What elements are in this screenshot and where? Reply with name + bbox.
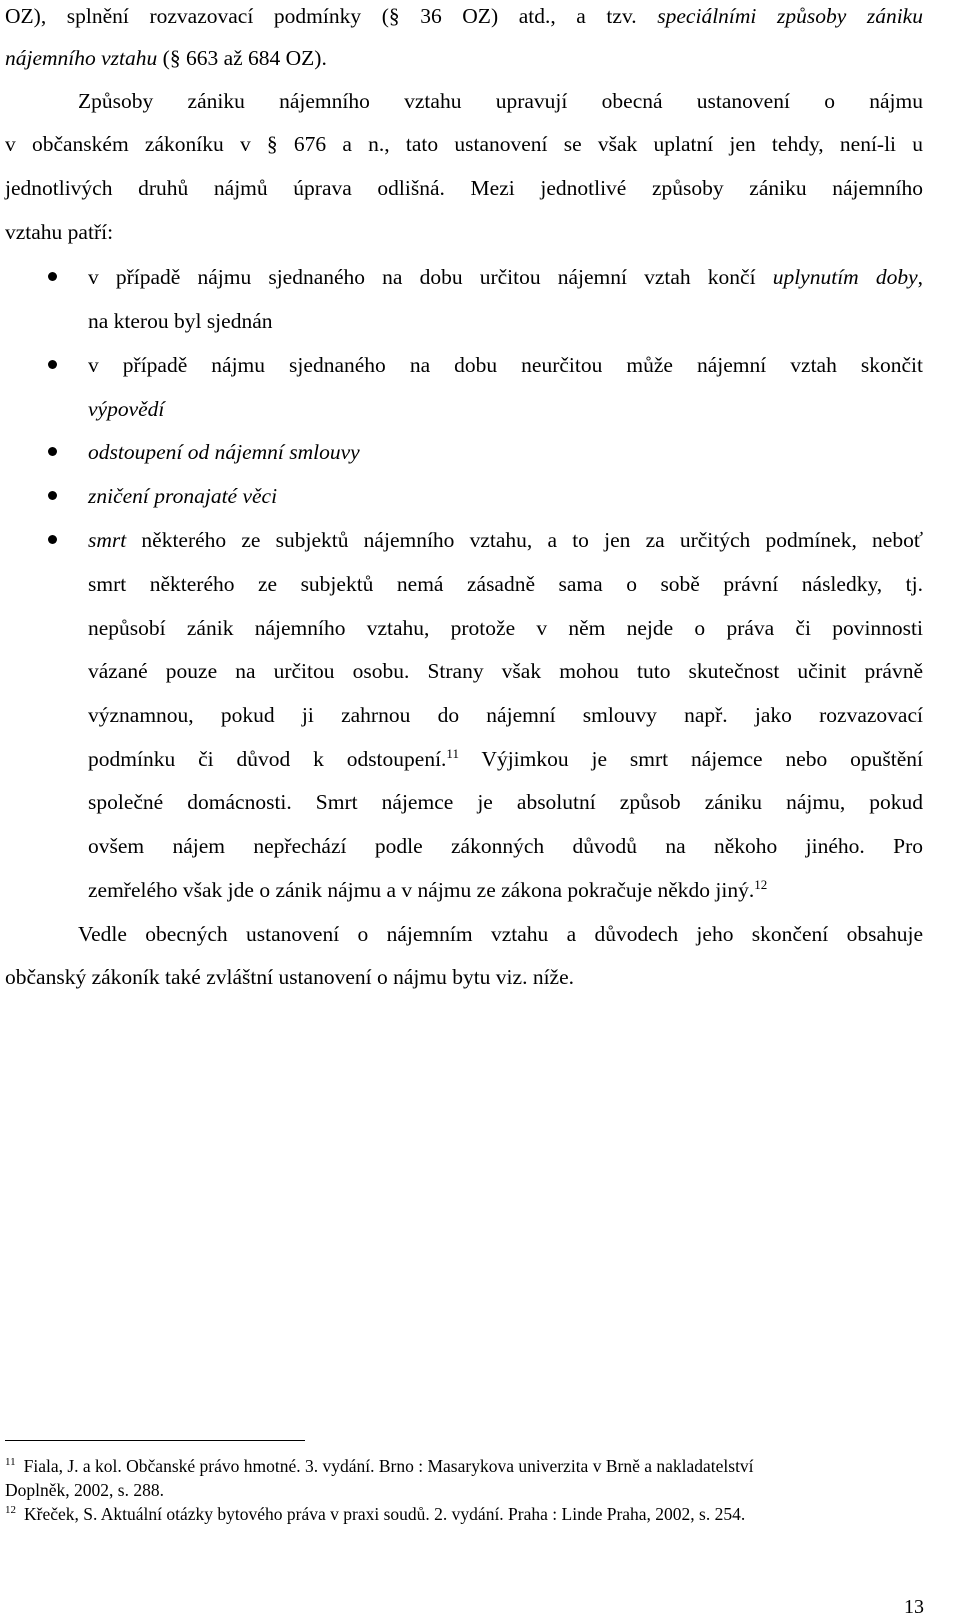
list-item-line	[88, 482, 923, 510]
list-item-line	[88, 876, 923, 904]
footnote	[5, 1455, 923, 1477]
text-span: ,	[917, 265, 923, 289]
italic-term: uplynutím doby	[772, 265, 918, 289]
text-span: podmínku či důvod k odstoupení.	[88, 747, 447, 771]
footnote-ref[interactable]: 12	[754, 876, 768, 892]
footnote	[5, 1503, 923, 1525]
body-line	[5, 2, 923, 30]
footnote-number: 11	[5, 1456, 16, 1469]
list-item-line: v případě nájmu sjednaného na dobu neurčitou může nájemní vztah skončit	[88, 353, 923, 377]
footnote-separator	[5, 1440, 305, 1441]
text-span: v případě nájmu sjednaného na dobu určitou nájemní vztah končí	[88, 265, 773, 289]
text-span: OZ), splnění rozvazovací podmínky (§ 36 OZ) atd., a tzv.	[5, 4, 658, 28]
list-item-line	[88, 395, 923, 423]
body-line: jednotlivých druhů nájmů úprava odlišná. Mezi jednotlivé způsoby zániku nájemního	[5, 176, 923, 200]
italic-term: výpovědí	[88, 397, 165, 421]
italic-term: nájemního vztahu	[5, 46, 158, 70]
text-span: Výjimkou je smrt nájemce nebo opuštění	[458, 747, 923, 771]
footnote-text: Fiala, J. a kol. Občanské právo hmotné. 3. vydání. Brno : Masarykova univerzita v Brně a nakladatelství	[23, 1456, 754, 1476]
list-item-line: společné domácnosti. Smrt nájemce je absolutní způsob zániku nájmu, pokud	[88, 790, 923, 814]
list-item-line	[88, 438, 923, 466]
bullet-dot	[48, 491, 57, 500]
bullet-dot	[48, 272, 57, 281]
body-line: v občanském zákoníku v § 676 a n., tato ustanovení se však uplatní jen tehdy, není-li u	[5, 132, 923, 156]
bullet-dot	[48, 535, 57, 544]
footnote-ref[interactable]: 11	[446, 745, 459, 761]
italic-term: zničení pronajaté věci	[88, 484, 278, 508]
footnote-text: Křeček, S. Aktuální otázky bytového práva v praxi soudů. 2. vydání. Praha : Linde Praha, 2002, s. 254.	[24, 1504, 746, 1524]
body-line: Vedle obecných ustanovení o nájemním vztahu a důvodech jeho skončení obsahuje	[78, 922, 923, 946]
list-item-line: smrt některého ze subjektů nemá zásadně sama o sobě právní následky, tj.	[88, 572, 923, 596]
footnote-number: 12	[5, 1504, 16, 1517]
footnote-continuation: Doplněk, 2002, s. 288.	[5, 1480, 164, 1500]
text-span: (§ 663 až 684 OZ).	[157, 46, 327, 70]
list-item-line	[88, 526, 923, 554]
page-number: 13	[904, 1596, 924, 1618]
italic-term: speciálními způsoby zániku	[657, 4, 923, 28]
body-line: Způsoby zániku nájemního vztahu upravují obecná ustanovení o nájmu	[78, 89, 923, 113]
list-item-line: na kterou byl sjednán	[88, 309, 273, 333]
text-span: zemřelého však jde o zánik nájmu a v nájmu ze zákona pokračuje někdo jiný.	[88, 878, 755, 902]
list-item-line: významnou, pokud ji zahrnou do nájemní smlouvy např. jako rozvazovací	[88, 703, 923, 727]
body-line: vztahu patří:	[5, 220, 114, 244]
text-span: některého ze subjektů nájemního vztahu, a to jen za určitých podmínek, neboť	[126, 528, 923, 552]
body-line	[5, 44, 923, 72]
bullet-dot	[48, 360, 57, 369]
list-item-line: nepůsobí zánik nájemního vztahu, protože v něm nejde o práva či povinnosti	[88, 616, 923, 640]
list-item-line: vázané pouze na určitou osobu. Strany však mohou tuto skutečnost učinit právně	[88, 659, 923, 683]
list-item-line	[88, 263, 923, 291]
bullet-dot	[48, 447, 57, 456]
list-item-line	[88, 745, 923, 773]
list-item-line: ovšem nájem nepřechází podle zákonných důvodů na někoho jiného. Pro	[88, 834, 923, 858]
body-line: občanský zákoník také zvláštní ustanovení o nájmu bytu viz. níže.	[5, 965, 575, 989]
italic-term: smrt	[88, 528, 127, 552]
italic-term: odstoupení od nájemní smlouvy	[88, 440, 360, 464]
